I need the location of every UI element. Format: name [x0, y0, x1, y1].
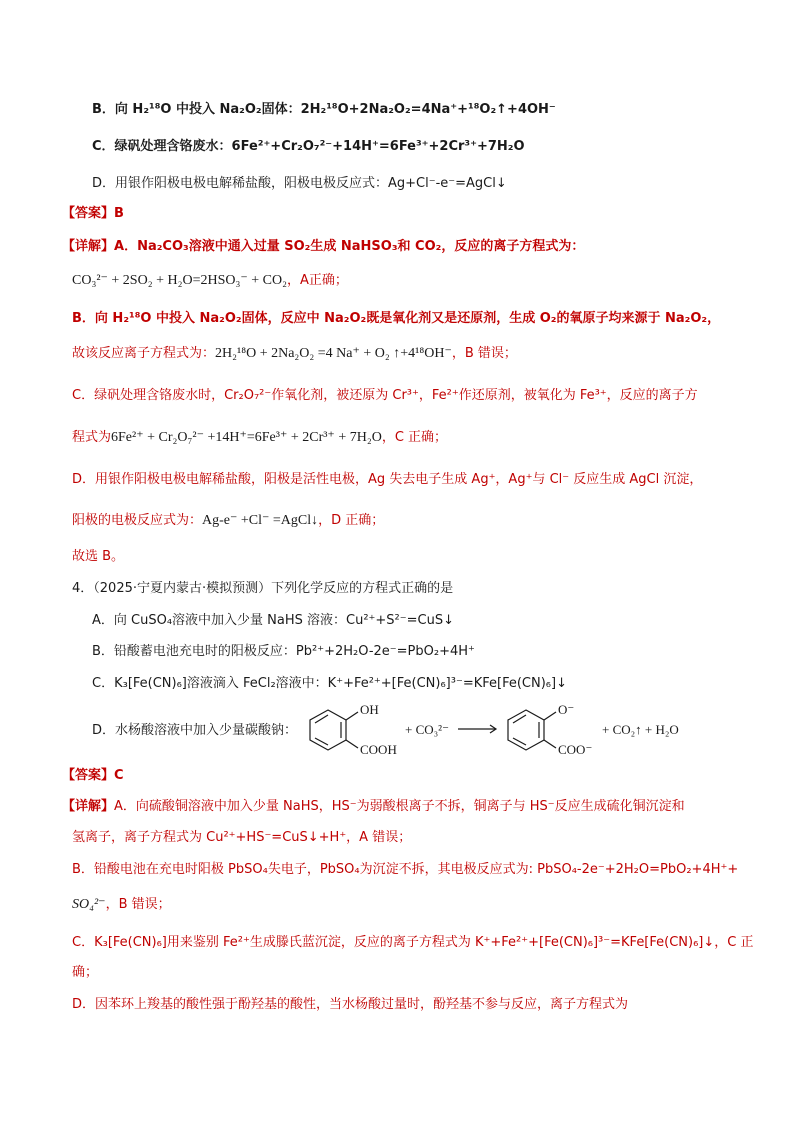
q4-option-b: B．铅酸蓄电池充电时的阳极反应：Pb²⁺+2H₂O-2e⁻=PbO₂+4H⁺ [92, 644, 475, 659]
q4-option-d-scheme [300, 698, 720, 760]
q3-explain-d-line1: D．用银作阳极电极电解稀盐酸，阳极是活性电极，Ag 失去电子生成 Ag⁺，Ag⁺与 Cl⁻ 反应生成 AgCl 沉淀， [72, 472, 703, 487]
equation: 6Fe²⁺ + Cr₂O₇²⁻ +14H⁺=6Fe³⁺ + 2Cr³⁺ + 7H₂O [111, 430, 382, 445]
q4-explain-c-line2: 确； [72, 965, 99, 980]
answer-label: 【答案】 [62, 206, 115, 221]
q4-explain-a-line2: 氢离子，离子方程式为 Cu²⁺+HS⁻=CuS↓+H⁺，A 错误； [72, 830, 412, 845]
mol1-bottom-label: COOH [360, 742, 397, 757]
q4-explain-c-line1: C．K₃[Fe(CN)₆]用来鉴别 Fe²⁺生成滕氏蓝沉淀，反应的离子方程式为 K⁺+Fe²⁺+[Fe(CN)₆]³⁻=KFe[Fe(CN)₆]↓，C 正 [72, 935, 754, 950]
q3-explain-d-line2: 阳极的电极反应式为：Ag-e⁻ +Cl⁻ =AgCl↓，D 正确； [72, 513, 385, 528]
q4-explain-b-line1: B．铅酸电池在充电时阳极 PbSO₄失电子，PbSO₄为沉淀不拆，其电极反应式为: PbSO₄-2e⁻+2H₂O=PbO₂+4H⁺+ [72, 862, 739, 877]
q3-explain-b-line2: 故该反应离子方程式为：2H₂¹⁸O + 2Na₂O₂ =4 Na⁺ + O₂ ↑+4¹⁸OH⁻，B 错误； [72, 346, 517, 361]
answer-label: 【答案】 [62, 768, 115, 783]
q4-explain-b-line2: SO₄²⁻，B 错误； [72, 897, 171, 912]
answer-value: B [114, 206, 124, 221]
q4-stem: 4．（2025·宁夏内蒙古·模拟预测）下列化学反应的方程式正确的是 [72, 581, 454, 596]
q3-explain-c-line1: C．绿矾处理含铬废水时，Cr₂O₇²⁻作氧化剂，被还原为 Cr³⁺，Fe²⁺作还原剂，被氧化为 Fe³⁺，反应的离子方 [72, 388, 698, 403]
mol2-bottom-label: COO⁻ [558, 742, 593, 757]
explain-label: 【详解】 [62, 799, 115, 814]
q3-option-c: C．绿矾处理含铬废水：6Fe²⁺+Cr₂O₇²⁻+14H⁺=6Fe³⁺+2Cr³⁺+7H₂O [92, 139, 525, 154]
q4-option-c: C．K₃[Fe(CN)₆]溶液滴入 FeCl₂溶液中：K⁺+Fe²⁺+[Fe(CN)₆]³⁻=KFe[Fe(CN)₆]↓ [92, 676, 567, 691]
products: + CO₂↑ + H₂O [602, 722, 679, 737]
reaction-arrow-icon [458, 725, 496, 733]
q4-option-d-text: D．水杨酸溶液中加入少量碳酸钠： [92, 723, 298, 738]
q3-explain-c-line2: 程式为6Fe²⁺ + Cr₂O₇²⁻ +14H⁺=6Fe³⁺ + 2Cr³⁺ + 7H₂O，C 正确； [72, 430, 448, 445]
mol1-top-label: OH [360, 702, 379, 717]
q3-explain-b-line1: B．向 H₂¹⁸O 中投入 Na₂O₂固体，反应中 Na₂O₂既是氧化剂又是还原剂，生成 O₂的氧原子均来源于 Na₂O₂， [72, 311, 721, 326]
sulfate-ion: SO₄²⁻ [72, 897, 106, 912]
mol2-top-label: O⁻ [558, 702, 575, 717]
q3-option-b: B．向 H₂¹⁸O 中投入 Na₂O₂固体：2H₂¹⁸O+2Na₂O₂=4Na⁺+¹⁸O₂↑+4OH⁻ [92, 102, 556, 117]
q3-option-d: D．用银作阳极电极电解稀盐酸，阳极电极反应式：Ag+Cl⁻-e⁻=AgCl↓ [92, 176, 507, 191]
q4-explain-d-line1: D．因苯环上羧基的酸性强于酚羟基的酸性，当水杨酸过量时，酚羟基不参与反应，离子方程式为 [72, 997, 629, 1012]
answer-value: C [114, 768, 124, 783]
q4-option-a: A．向 CuSO₄溶液中加入少量 NaHS 溶液：Cu²⁺+S²⁻=CuS↓ [92, 613, 454, 628]
q4-explain-a-line1: 【详解】A．向硫酸铜溶液中加入少量 NaHS，HS⁻为弱酸根离子不拆，铜离子与 HS⁻反应生成硫化铜沉淀和 [62, 799, 685, 814]
equation: 2H₂¹⁸O + 2Na₂O₂ =4 Na⁺ + O₂ ↑+4¹⁸OH⁻ [215, 346, 452, 361]
q3-explain-a-line2: CO₃²⁻ + 2SO₂ + H₂O=2HSO₃⁻ + CO₂，A正确； [72, 273, 348, 288]
salicylic-acid-structure [310, 710, 358, 750]
equation: Ag-e⁻ +Cl⁻ =AgCl↓ [202, 513, 319, 528]
q3-answer [62, 205, 124, 223]
q3-explain-a-line1: 【详解】A．Na₂CO₃溶液中通入过量 SO₂生成 NaHSO₃和 CO₂，反应的离子方程式为： [62, 239, 585, 254]
q4-answer [62, 767, 124, 785]
salicylate-structure [508, 710, 556, 750]
reactant-carbonate: + CO₃²⁻ [405, 722, 449, 737]
q3-conclusion: 故选 B。 [72, 549, 125, 564]
explain-label: 【详解】 [62, 239, 115, 254]
equation: CO₃²⁻ + 2SO₂ + H₂O=2HSO₃⁻ + CO₂ [72, 273, 287, 288]
